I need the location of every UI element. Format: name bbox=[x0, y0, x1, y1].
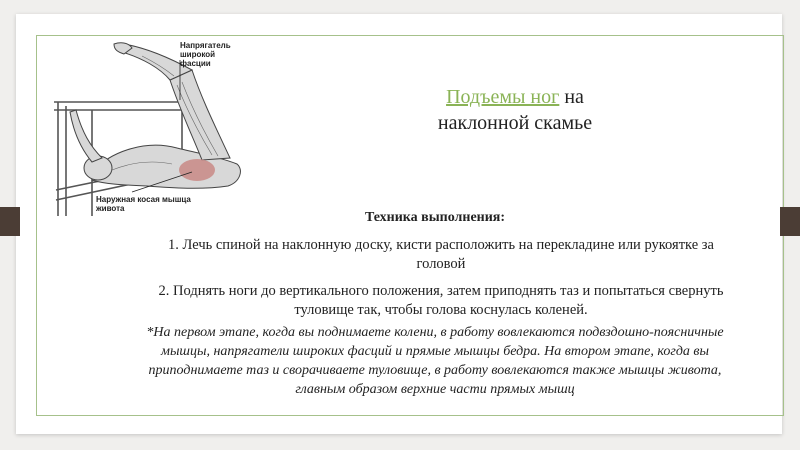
illustration-label-bottom-2: живота bbox=[96, 204, 125, 213]
technique-heading: Техника выполнения: bbox=[364, 210, 506, 225]
illustration-label-bottom-1: Наружная косая мышца bbox=[96, 195, 191, 204]
left-side-bar bbox=[0, 207, 20, 236]
step-2-text: 2. Поднять ноги до вертикального положения, затем приподнять таз и попытаться свернуть туловище так, чтобы голова коснулась коленей. bbox=[158, 283, 724, 318]
highlighted-muscle bbox=[179, 159, 215, 181]
title-link[interactable]: Подъемы ног bbox=[446, 86, 560, 108]
illustration-label-top-2: широкой bbox=[180, 50, 216, 59]
leg-raise-illustration bbox=[52, 40, 252, 218]
right-side-bar bbox=[780, 207, 800, 236]
technique-note: *На первом этапе, когда вы поднимаете колени, в работу вовлекаются подвздошно-поясничные мышцы, напрягатели широких фасций и прямые мышцы бедра. На втором этапе, когда вы приподнимаете таз и сворачиваете туловище, в работу вовлекаются также мышцы живота, главным образом верхние части прямых мышц bbox=[146, 325, 724, 397]
slide-title bbox=[400, 84, 630, 136]
title-rest: на наклонной скамье bbox=[437, 86, 593, 134]
step-1-text: 1. Лечь спиной на наклонную доску, кисти расположить на перекладине или рукоятке за головой bbox=[168, 237, 714, 272]
illustration-label-top-1: Напрягатель bbox=[180, 41, 231, 50]
illustration-label-top-3: фасции bbox=[180, 59, 211, 68]
